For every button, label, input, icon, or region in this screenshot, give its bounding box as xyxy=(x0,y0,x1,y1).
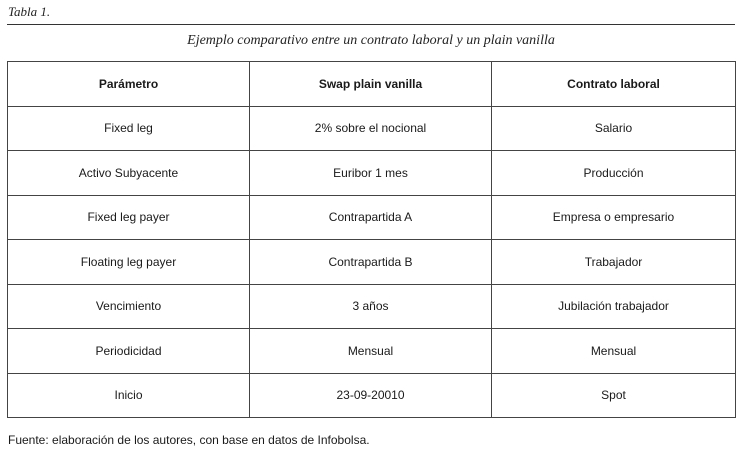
table-cell: Inicio xyxy=(8,373,250,418)
table-cell: Mensual xyxy=(250,329,492,374)
table-row xyxy=(8,284,736,329)
table-header xyxy=(8,62,736,107)
table-cell: Vencimiento xyxy=(8,284,250,329)
table-cell: Contrapartida B xyxy=(250,240,492,285)
source-note: Fuente: elaboración de los autores, con base en datos de Infobolsa. xyxy=(8,433,370,447)
table-cell: Contrapartida A xyxy=(250,195,492,240)
table-row xyxy=(8,151,736,196)
table-cell: Fixed leg xyxy=(8,106,250,151)
table-row xyxy=(8,106,736,151)
table-cell: Fixed leg payer xyxy=(8,195,250,240)
header-cell-swap: Swap plain vanilla xyxy=(250,62,492,107)
table-row xyxy=(8,329,736,374)
table-cell: Empresa o empresario xyxy=(492,195,736,240)
table-body xyxy=(8,106,736,418)
header-cell-parametro: Parámetro xyxy=(8,62,250,107)
table-cell: Mensual xyxy=(492,329,736,374)
table-number-label: Tabla 1. xyxy=(8,4,51,19)
table-row xyxy=(8,195,736,240)
table-cell: Euribor 1 mes xyxy=(250,151,492,196)
table-cell: 3 años xyxy=(250,284,492,329)
table-cell: Floating leg payer xyxy=(8,240,250,285)
table-cell: Producción xyxy=(492,151,736,196)
table-cell: 2% sobre el nocional xyxy=(250,106,492,151)
table-cell: Spot xyxy=(492,373,736,418)
table-caption: Ejemplo comparativo entre un contrato laboral y un plain vanilla xyxy=(187,33,555,48)
table-cell: Activo Subyacente xyxy=(8,151,250,196)
table-row xyxy=(8,240,736,285)
table-cell: 23-09-20010 xyxy=(250,373,492,418)
table-row xyxy=(8,373,736,418)
comparison-table xyxy=(7,61,736,418)
header-cell-contrato: Contrato laboral xyxy=(492,62,736,107)
table-cell: Jubilación trabajador xyxy=(492,284,736,329)
table-cell: Periodicidad xyxy=(8,329,250,374)
table-cell: Salario xyxy=(492,106,736,151)
header-row xyxy=(8,62,736,107)
table-cell: Trabajador xyxy=(492,240,736,285)
top-rule xyxy=(7,24,735,25)
